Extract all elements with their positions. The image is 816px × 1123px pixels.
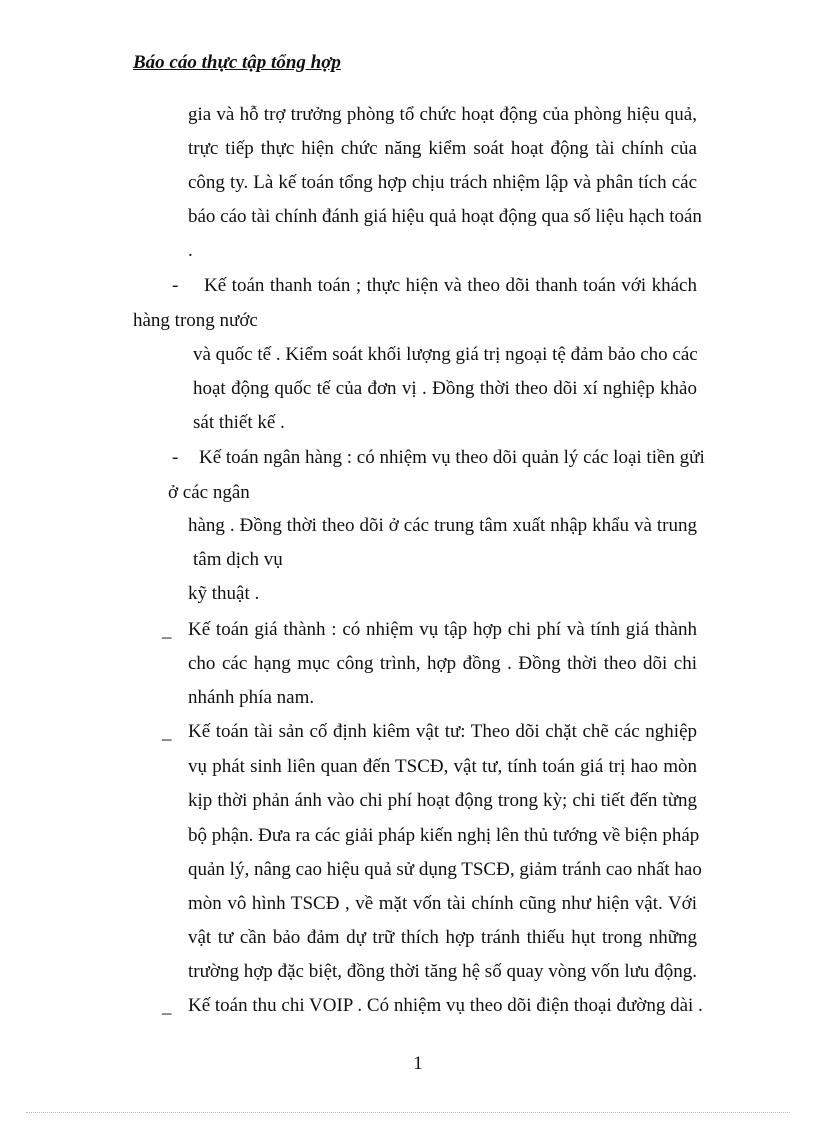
- list-item-line: quản lý, nâng cao hiệu quả sử dụng TSCĐ, giảm tránh cao nhất hao: [188, 859, 702, 880]
- list-item-line: hàng . Đồng thời theo dõi ở các trung tâm xuất nhập khẩu và trung: [188, 515, 697, 536]
- list-item-line: Kế toán ngân hàng : có nhiệm vụ theo dõi quản lý các loại tiền gửi: [199, 447, 705, 468]
- list-item-line: bộ phận. Đưa ra các giải pháp kiến nghị lên thủ tướng về biện pháp: [188, 825, 700, 846]
- page-bottom-divider: [26, 1112, 790, 1113]
- list-item-line: Kế toán giá thành : có nhiệm vụ tập hợp chi phí và tính giá thành: [188, 619, 697, 640]
- list-item-line: Kế toán thanh toán ; thực hiện và theo dõi thanh toán với khách: [204, 275, 697, 296]
- list-item-line: ở các ngân: [168, 482, 250, 503]
- list-item-line: kỹ thuật .: [188, 583, 260, 604]
- list-item-line: vật tư cần bảo đảm dự trữ thích hợp tránh thiếu hụt trong những: [188, 927, 697, 948]
- bullet-underscore: _: [162, 722, 172, 743]
- bullet-dash: -: [172, 275, 179, 296]
- paragraph-line: trực tiếp thực hiện chức năng kiểm soát hoạt động tài chính của: [188, 138, 697, 159]
- list-item-line: sát thiết kế .: [193, 412, 285, 433]
- list-item-line: Kế toán tài sản cố định kiêm vật tư: Theo dõi chặt chẽ các nghiệp: [188, 721, 697, 742]
- page-number: 1: [413, 1053, 423, 1074]
- paragraph-line: báo cáo tài chính đánh giá hiệu quả hoạt động qua số liệu hạch toán: [188, 206, 702, 227]
- report-header: Báo cáo thực tập tổng hợp: [133, 52, 341, 73]
- list-item-line: mòn vô hình TSCĐ , về mặt vốn tài chính cũng như hiện vật. Với: [188, 893, 697, 914]
- list-item-line: và quốc tế . Kiểm soát khối lượng giá trị ngoại tệ đảm bảo cho các: [193, 344, 698, 365]
- bullet-dash: -: [172, 447, 179, 468]
- list-item-line: Kế toán thu chi VOIP . Có nhiệm vụ theo dõi điện thoại đường dài .: [188, 995, 703, 1016]
- list-item-line: vụ phát sinh liên quan đến TSCĐ, vật tư, tính toán giá trị hao mòn: [188, 756, 697, 777]
- paragraph-line: .: [188, 240, 193, 261]
- list-item-line: kịp thời phản ánh vào chi phí hoạt động trong kỳ; chi tiết đến từng: [188, 790, 697, 811]
- list-item-line: cho các hạng mục công trình, hợp đồng . Đồng thời theo dõi chi: [188, 653, 697, 674]
- list-item-line: trường hợp đặc biệt, đồng thời tăng hệ số quay vòng vốn lưu động.: [188, 961, 697, 982]
- list-item-line: hoạt động quốc tế của đơn vị . Đồng thời theo dõi xí nghiệp khảo: [193, 378, 697, 399]
- bullet-underscore: _: [162, 620, 172, 641]
- list-item-line: hàng trong nước: [133, 310, 258, 331]
- paragraph-line: gia và hỗ trợ trưởng phòng tổ chức hoạt động của phòng hiệu quả,: [188, 104, 697, 125]
- bullet-underscore: _: [162, 996, 172, 1017]
- list-item-line: nhánh phía nam.: [188, 687, 315, 708]
- paragraph-line: công ty. Là kế toán tổng hợp chịu trách nhiệm lập và phân tích các: [188, 172, 697, 193]
- list-item-line: tâm dịch vụ: [193, 549, 283, 570]
